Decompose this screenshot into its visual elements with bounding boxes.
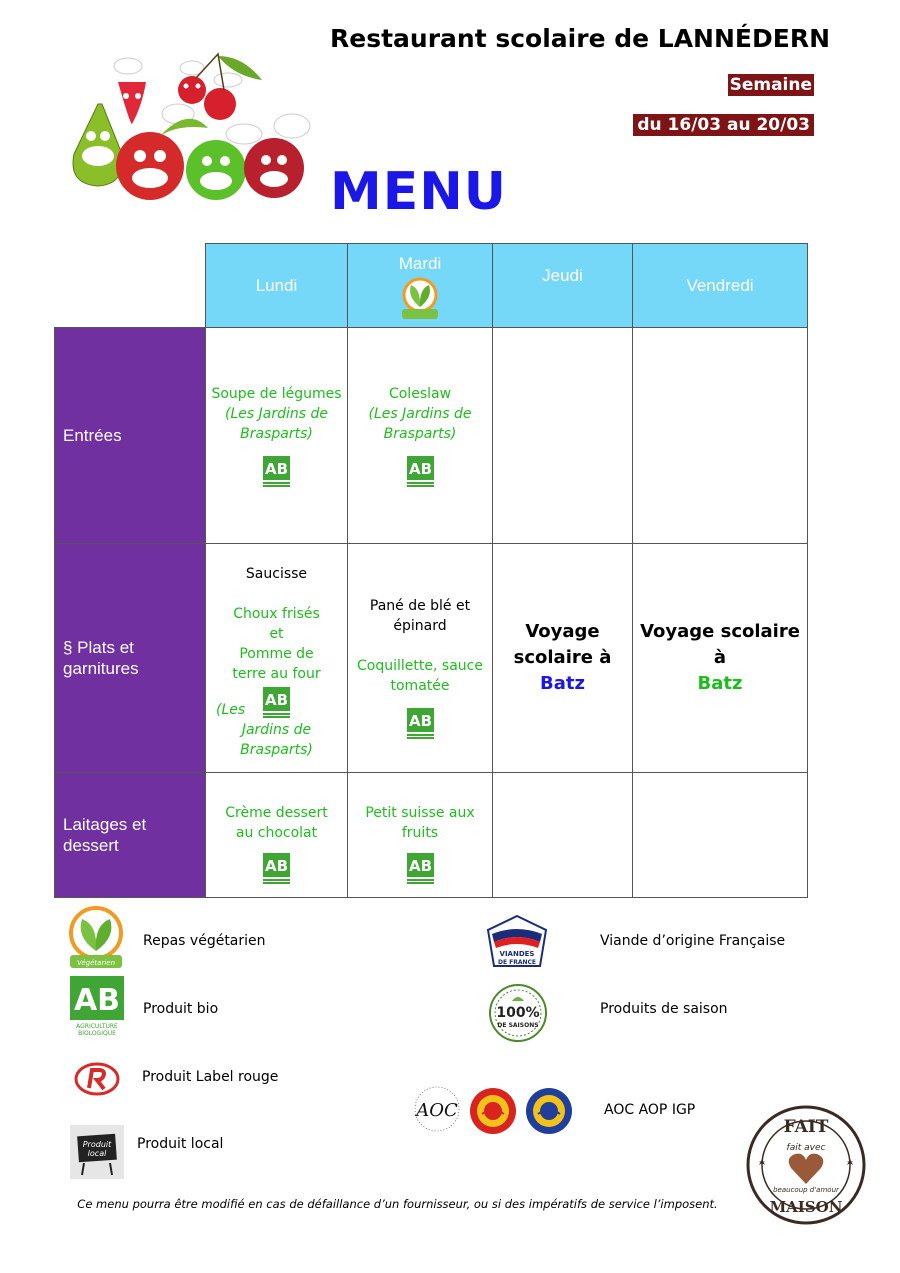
- dish-origin: Jardins de Brasparts): [240, 722, 313, 758]
- dish-origin: (Les: [216, 702, 246, 718]
- organic-ab-icon: [407, 853, 434, 885]
- legend-viande: Viande d’origine Française: [600, 933, 786, 949]
- entree-jeudi: [492, 327, 633, 544]
- svg-text:AB: AB: [264, 857, 289, 875]
- local-caption: local: [87, 1149, 107, 1158]
- organic-ab-icon: [263, 853, 290, 885]
- main-dish: Saucisse: [245, 566, 308, 582]
- ab-caption: BIOLOGIQUE: [78, 1030, 116, 1036]
- organic-ab-icon: [70, 976, 124, 1036]
- side-connector: et: [269, 626, 284, 642]
- local-product-icon: [70, 1125, 124, 1179]
- laitage-jeudi: [492, 772, 633, 898]
- entree-vendredi: [632, 327, 808, 544]
- svg-text:AB: AB: [408, 712, 432, 730]
- dish-name: Coleslaw: [388, 385, 452, 402]
- dish-origin: (Les Jardins de Brasparts): [368, 405, 472, 442]
- laitage-mardi: [347, 772, 493, 898]
- side-dish: Choux frisés: [233, 606, 320, 622]
- vegetarian-icon: [399, 275, 441, 321]
- side-dish: Coquillette, sauce tomatée: [357, 658, 483, 694]
- dish-origin: (Les Jardins de Brasparts): [225, 405, 328, 442]
- aop-icon: [468, 1086, 518, 1136]
- category-entrees: [54, 327, 206, 544]
- day-label: Lundi: [255, 275, 298, 295]
- plat-mardi: [347, 543, 493, 773]
- svg-text:AB: AB: [408, 459, 432, 478]
- label-rouge-icon: [74, 1062, 120, 1096]
- organic-ab-icon: [407, 708, 434, 740]
- legend-saison: Produits de saison: [600, 1001, 728, 1017]
- dish-name: Soupe de légumes: [211, 385, 342, 402]
- svg-text:AB: AB: [408, 857, 432, 875]
- plat-lundi: [205, 543, 348, 773]
- trip-place: Batz: [540, 673, 585, 694]
- vegetarian-icon: [66, 905, 126, 969]
- entree-lundi: [205, 327, 348, 544]
- legend-label-rouge: Produit Label rouge: [142, 1069, 279, 1085]
- svg-text:AOC: AOC: [416, 1100, 458, 1121]
- day-header-vendredi: [632, 243, 808, 328]
- week-label: Semaine: [729, 75, 812, 95]
- entree-mardi: [347, 327, 493, 544]
- plat-jeudi: [492, 543, 633, 773]
- saison-caption: DE SAISONS: [497, 1022, 539, 1029]
- legend-bio: Produit bio: [143, 1001, 219, 1017]
- fait-maison-caption: FAIT: [783, 1117, 829, 1137]
- viande-caption: VIANDES: [499, 950, 535, 958]
- category-label: Laitages et dessert: [63, 815, 147, 855]
- saison-caption: 100%: [496, 1005, 540, 1021]
- aoc-icon: [412, 1084, 462, 1134]
- ab-caption: AGRICULTURE: [76, 1023, 118, 1030]
- day-label: Vendredi: [686, 275, 754, 295]
- organic-ab-icon: [263, 456, 290, 488]
- svg-text:AB: AB: [265, 691, 289, 709]
- trip-text: Voyage scolaire à: [640, 621, 800, 668]
- plat-vendredi: [632, 543, 808, 773]
- main-dish: Pané de blé et épinard: [369, 598, 471, 634]
- laitage-vendredi: [632, 772, 808, 898]
- organic-ab-icon: [407, 456, 434, 488]
- category-label: Entrées: [63, 425, 122, 445]
- page-title: Restaurant scolaire de LANNÉDERN: [330, 24, 830, 53]
- fait-maison-caption: fait avec: [786, 1143, 826, 1153]
- category-plats: [54, 543, 206, 773]
- footer-note: Ce menu pourra être modifié en cas de défaillance d’un fournisseur, ou si des impératifs de service l’imposent.: [77, 1197, 718, 1211]
- viandes-de-france-icon: [484, 914, 550, 974]
- category-laitages: [54, 772, 206, 898]
- day-header-lundi: [205, 243, 348, 328]
- legend-aoc: AOC AOP IGP: [604, 1102, 696, 1118]
- svg-text:AB: AB: [73, 983, 121, 1018]
- trip-text: Voyage scolaire à: [513, 621, 612, 668]
- dessert-name: Petit suisse aux fruits: [365, 805, 475, 841]
- day-label: Mardi: [398, 254, 442, 273]
- trip-place: Batz: [697, 673, 743, 694]
- category-label: § Plats et garnitures: [63, 638, 139, 678]
- legend-local: Produit local: [137, 1136, 224, 1152]
- legend-vegetarien: Repas végétarien: [143, 933, 266, 949]
- menu-heading: MENU: [330, 162, 508, 222]
- viande-caption: DE FRANCE: [497, 959, 537, 966]
- day-header-jeudi: [492, 243, 633, 328]
- fait-maison-caption: beaucoup d'amour: [773, 1186, 839, 1194]
- fruit-mascots-image: [68, 44, 318, 210]
- day-header-mardi: [347, 243, 493, 328]
- vegetarian-badge-text: Végétarien: [76, 959, 116, 967]
- dessert-name: Crème dessert au chocolat: [225, 805, 328, 841]
- week-dates: du 16/03 au 20/03: [633, 114, 814, 136]
- svg-text:AB: AB: [264, 459, 289, 478]
- laitage-lundi: [205, 772, 348, 898]
- side-dish: Pomme de terre au four: [232, 646, 321, 682]
- igp-icon: [524, 1086, 574, 1136]
- day-label: Jeudi: [542, 266, 583, 285]
- local-caption: Produit: [82, 1140, 112, 1149]
- organic-ab-icon: [263, 687, 290, 719]
- fait-maison-caption: MAISON: [769, 1198, 843, 1216]
- seasonal-products-icon: [486, 983, 550, 1043]
